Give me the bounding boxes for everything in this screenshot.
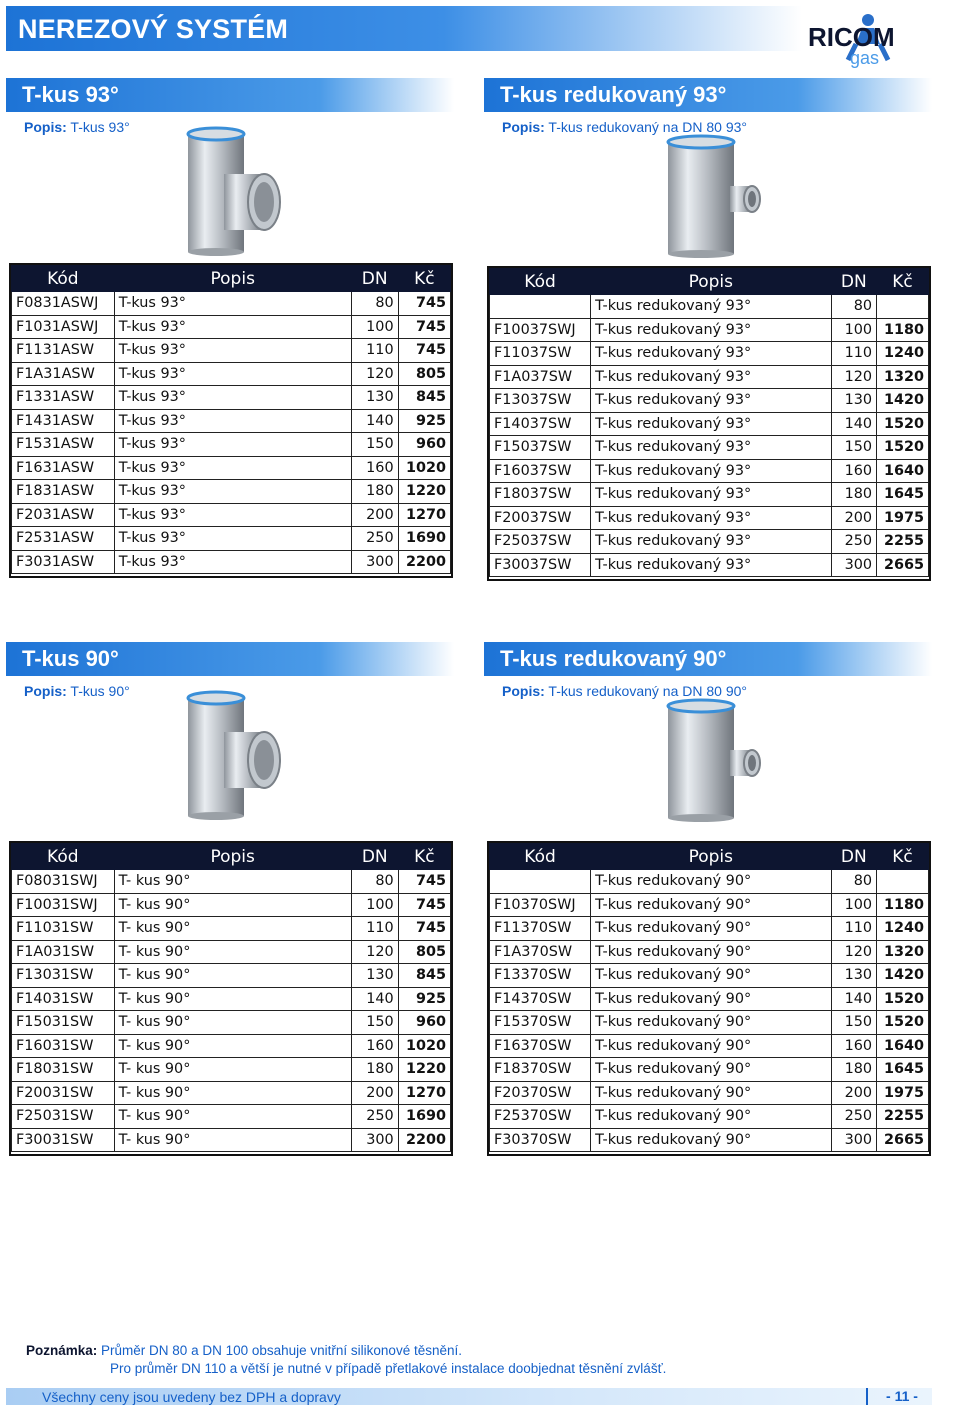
table-row bbox=[12, 292, 451, 316]
code-cell: F11037SW bbox=[490, 342, 591, 366]
table-row bbox=[12, 870, 451, 894]
description-cell: T-kus redukovaný 90° bbox=[591, 940, 831, 964]
price-cell bbox=[877, 870, 929, 894]
table-row bbox=[12, 409, 451, 433]
table-row bbox=[490, 1011, 929, 1035]
footer-text: Všechny ceny jsou uvedeny bez DPH a dopravy bbox=[42, 1389, 341, 1405]
table-row bbox=[12, 1081, 451, 1105]
description-cell: T-kus 93° bbox=[114, 339, 351, 363]
dn-cell: 150 bbox=[831, 1011, 877, 1035]
dn-cell: 300 bbox=[351, 550, 398, 574]
dn-cell: 80 bbox=[351, 870, 398, 894]
code-cell: F10037SWJ bbox=[490, 318, 591, 342]
code-cell: F13370SW bbox=[490, 964, 591, 988]
price-cell: 2255 bbox=[877, 1105, 929, 1129]
table-row bbox=[490, 893, 929, 917]
column-header: Kód bbox=[12, 844, 115, 870]
price-cell: 1020 bbox=[398, 1034, 450, 1058]
note-line1: Průměr DN 80 a DN 100 obsahuje vnitřní silikonové těsnění. bbox=[101, 1343, 462, 1358]
table-row bbox=[490, 940, 929, 964]
description-cell: T-kus redukovaný 93° bbox=[591, 530, 831, 554]
table-row bbox=[12, 527, 451, 551]
dn-cell: 180 bbox=[831, 483, 877, 507]
dn-cell: 120 bbox=[351, 940, 398, 964]
column-header: Kč bbox=[877, 269, 929, 295]
dn-cell: 180 bbox=[351, 480, 398, 504]
dn-cell: 200 bbox=[351, 1081, 398, 1105]
price-cell: 1520 bbox=[877, 436, 929, 460]
price-cell: 1180 bbox=[877, 893, 929, 917]
logo-text-bottom: gas bbox=[850, 48, 880, 68]
table-row bbox=[490, 459, 929, 483]
price-cell: 1690 bbox=[398, 1105, 450, 1129]
popis-tkus90: Popis: T-kus 90° bbox=[24, 683, 130, 699]
code-cell: F20370SW bbox=[490, 1081, 591, 1105]
description-cell: T-kus redukovaný 90° bbox=[591, 870, 831, 894]
description-cell: T-kus redukovaný 90° bbox=[591, 1105, 831, 1129]
table-row bbox=[490, 342, 929, 366]
code-cell: F11370SW bbox=[490, 917, 591, 941]
price-cell: 1240 bbox=[877, 342, 929, 366]
dn-cell: 180 bbox=[831, 1058, 877, 1082]
code-cell: F11031SW bbox=[12, 917, 115, 941]
column-header: DN bbox=[351, 844, 398, 870]
code-cell: F15370SW bbox=[490, 1011, 591, 1035]
price-cell: 1270 bbox=[398, 503, 450, 527]
code-cell: F20031SW bbox=[12, 1081, 115, 1105]
dn-cell: 100 bbox=[351, 893, 398, 917]
price-cell: 1420 bbox=[877, 964, 929, 988]
code-cell: F08031SWJ bbox=[12, 870, 115, 894]
table-row bbox=[490, 964, 929, 988]
column-header: DN bbox=[351, 266, 398, 292]
description-cell: T-kus redukovaný 90° bbox=[591, 917, 831, 941]
code-cell: F16370SW bbox=[490, 1034, 591, 1058]
code-cell: F10031SWJ bbox=[12, 893, 115, 917]
price-cell: 845 bbox=[398, 964, 450, 988]
description-cell: T-kus redukovaný 93° bbox=[591, 342, 831, 366]
price-cell: 745 bbox=[398, 315, 450, 339]
price-cell: 1975 bbox=[877, 506, 929, 530]
column-header: Kód bbox=[490, 269, 591, 295]
price-cell: 805 bbox=[398, 940, 450, 964]
popis-tkus93: Popis: T-kus 93° bbox=[24, 119, 130, 135]
description-cell: T- kus 90° bbox=[114, 1034, 351, 1058]
dn-cell: 80 bbox=[831, 295, 877, 319]
column-header: DN bbox=[831, 269, 877, 295]
dn-cell: 250 bbox=[351, 527, 398, 551]
code-cell: F18370SW bbox=[490, 1058, 591, 1082]
description-cell: T-kus redukovaný 93° bbox=[591, 412, 831, 436]
ricom-gas-logo bbox=[806, 10, 938, 68]
code-cell: F30037SW bbox=[490, 553, 591, 577]
description-cell: T-kus redukovaný 90° bbox=[591, 1034, 831, 1058]
column-header: Kód bbox=[490, 844, 591, 870]
description-cell: T-kus 93° bbox=[114, 292, 351, 316]
code-cell bbox=[490, 295, 591, 319]
dn-cell: 110 bbox=[351, 339, 398, 363]
description-cell: T-kus redukovaný 93° bbox=[591, 553, 831, 577]
table-row bbox=[12, 940, 451, 964]
section-title-tkus90: T-kus 90° bbox=[22, 646, 119, 671]
description-cell: T-kus redukovaný 90° bbox=[591, 1081, 831, 1105]
table-row bbox=[12, 433, 451, 457]
table-row bbox=[12, 1128, 451, 1152]
price-cell: 1975 bbox=[877, 1081, 929, 1105]
code-cell: F25031SW bbox=[12, 1105, 115, 1129]
description-cell: T- kus 90° bbox=[114, 964, 351, 988]
table-row bbox=[12, 964, 451, 988]
dn-cell: 200 bbox=[831, 1081, 877, 1105]
table-row bbox=[490, 365, 929, 389]
table-row bbox=[490, 1034, 929, 1058]
tkusred93-image bbox=[660, 134, 765, 260]
dn-cell: 100 bbox=[831, 318, 877, 342]
dn-cell: 300 bbox=[831, 553, 877, 577]
dn-cell: 160 bbox=[351, 456, 398, 480]
description-cell: T-kus 93° bbox=[114, 386, 351, 410]
table-header-row bbox=[12, 844, 451, 870]
code-cell: F10370SWJ bbox=[490, 893, 591, 917]
table-row bbox=[490, 389, 929, 413]
description-cell: T-kus redukovaný 90° bbox=[591, 1011, 831, 1035]
column-header: Kód bbox=[12, 266, 115, 292]
description-cell: T- kus 90° bbox=[114, 1081, 351, 1105]
dn-cell: 180 bbox=[351, 1058, 398, 1082]
section-title-tkus93: T-kus 93° bbox=[22, 82, 119, 107]
code-cell: F13037SW bbox=[490, 389, 591, 413]
description-cell: T-kus redukovaný 93° bbox=[591, 483, 831, 507]
dn-cell: 120 bbox=[831, 365, 877, 389]
table-row bbox=[12, 315, 451, 339]
column-header: Popis bbox=[114, 844, 351, 870]
price-cell: 1320 bbox=[877, 365, 929, 389]
description-cell: T-kus redukovaný 93° bbox=[591, 389, 831, 413]
description-cell: T-kus redukovaný 93° bbox=[591, 459, 831, 483]
price-cell: 1220 bbox=[398, 1058, 450, 1082]
description-cell: T- kus 90° bbox=[114, 870, 351, 894]
description-cell: T-kus 93° bbox=[114, 433, 351, 457]
description-cell: T- kus 90° bbox=[114, 893, 351, 917]
price-cell: 960 bbox=[398, 1011, 450, 1035]
table-row bbox=[12, 339, 451, 363]
table-row bbox=[12, 1034, 451, 1058]
description-cell: T-kus redukovaný 93° bbox=[591, 365, 831, 389]
dn-cell: 140 bbox=[831, 987, 877, 1011]
table-row bbox=[12, 550, 451, 574]
code-cell: F1431ASW bbox=[12, 409, 115, 433]
table-row bbox=[490, 1128, 929, 1152]
tkus93-image bbox=[180, 126, 285, 256]
description-cell: T-kus redukovaný 90° bbox=[591, 964, 831, 988]
code-cell: F14031SW bbox=[12, 987, 115, 1011]
description-cell: T- kus 90° bbox=[114, 1105, 351, 1129]
description-cell: T- kus 90° bbox=[114, 1011, 351, 1035]
price-table-tkus90 bbox=[11, 843, 451, 1152]
code-cell: F0831ASWJ bbox=[12, 292, 115, 316]
logo-text-top: RICOM bbox=[808, 22, 895, 52]
column-header: Kč bbox=[877, 844, 929, 870]
code-cell: F30031SW bbox=[12, 1128, 115, 1152]
price-cell: 1020 bbox=[398, 456, 450, 480]
dn-cell: 120 bbox=[831, 940, 877, 964]
code-cell bbox=[490, 870, 591, 894]
price-cell: 745 bbox=[398, 292, 450, 316]
price-cell: 2255 bbox=[877, 530, 929, 554]
column-header: Kč bbox=[398, 266, 450, 292]
code-cell: F1A31ASW bbox=[12, 362, 115, 386]
price-cell: 2665 bbox=[877, 553, 929, 577]
table-row bbox=[490, 1058, 929, 1082]
dn-cell: 300 bbox=[351, 1128, 398, 1152]
table-row bbox=[12, 386, 451, 410]
code-cell: F14370SW bbox=[490, 987, 591, 1011]
table-row bbox=[490, 436, 929, 460]
dn-cell: 110 bbox=[351, 917, 398, 941]
dn-cell: 250 bbox=[831, 530, 877, 554]
price-cell: 745 bbox=[398, 893, 450, 917]
price-cell: 845 bbox=[398, 386, 450, 410]
description-cell: T- kus 90° bbox=[114, 917, 351, 941]
description-cell: T-kus redukovaný 90° bbox=[591, 987, 831, 1011]
column-header: Popis bbox=[591, 844, 831, 870]
description-cell: T-kus 93° bbox=[114, 480, 351, 504]
price-cell: 1520 bbox=[877, 1011, 929, 1035]
code-cell: F25037SW bbox=[490, 530, 591, 554]
code-cell: F25370SW bbox=[490, 1105, 591, 1129]
description-cell: T-kus 93° bbox=[114, 527, 351, 551]
table-row bbox=[490, 987, 929, 1011]
table-row bbox=[12, 1011, 451, 1035]
code-cell: F13031SW bbox=[12, 964, 115, 988]
code-cell: F16031SW bbox=[12, 1034, 115, 1058]
code-cell: F2031ASW bbox=[12, 503, 115, 527]
popis-tkusred93: Popis: T-kus redukovaný na DN 80 93° bbox=[502, 119, 748, 135]
tkusred90-image bbox=[660, 698, 765, 824]
dn-cell: 160 bbox=[831, 459, 877, 483]
price-table-tkus93 bbox=[11, 265, 451, 574]
dn-cell: 140 bbox=[351, 409, 398, 433]
description-cell: T-kus 93° bbox=[114, 409, 351, 433]
table-row bbox=[12, 893, 451, 917]
price-cell: 745 bbox=[398, 917, 450, 941]
tkus90-image bbox=[180, 690, 285, 820]
code-cell: F15037SW bbox=[490, 436, 591, 460]
dn-cell: 120 bbox=[351, 362, 398, 386]
price-cell bbox=[877, 295, 929, 319]
column-header: DN bbox=[831, 844, 877, 870]
code-cell: F1A031SW bbox=[12, 940, 115, 964]
code-cell: F1031ASWJ bbox=[12, 315, 115, 339]
page-number: - 11 - bbox=[866, 1388, 936, 1405]
table-row bbox=[490, 530, 929, 554]
description-cell: T-kus redukovaný 90° bbox=[591, 1058, 831, 1082]
price-cell: 1520 bbox=[877, 412, 929, 436]
code-cell: F18037SW bbox=[490, 483, 591, 507]
price-cell: 1320 bbox=[877, 940, 929, 964]
dn-cell: 250 bbox=[351, 1105, 398, 1129]
dn-cell: 250 bbox=[831, 1105, 877, 1129]
price-cell: 1270 bbox=[398, 1081, 450, 1105]
code-cell: F3031ASW bbox=[12, 550, 115, 574]
price-cell: 2200 bbox=[398, 550, 450, 574]
price-cell: 745 bbox=[398, 339, 450, 363]
price-cell: 805 bbox=[398, 362, 450, 386]
table-row bbox=[12, 480, 451, 504]
price-cell: 2665 bbox=[877, 1128, 929, 1152]
code-cell: F14037SW bbox=[490, 412, 591, 436]
description-cell: T-kus 93° bbox=[114, 315, 351, 339]
table-row bbox=[490, 318, 929, 342]
code-cell: F1131ASW bbox=[12, 339, 115, 363]
dn-cell: 110 bbox=[831, 917, 877, 941]
table-row bbox=[490, 506, 929, 530]
table-row bbox=[12, 987, 451, 1011]
description-cell: T-kus 93° bbox=[114, 503, 351, 527]
description-cell: T-kus redukovaný 90° bbox=[591, 1128, 831, 1152]
price-cell: 1690 bbox=[398, 527, 450, 551]
price-cell: 925 bbox=[398, 409, 450, 433]
table-row bbox=[490, 1105, 929, 1129]
description-cell: T-kus 93° bbox=[114, 456, 351, 480]
dn-cell: 140 bbox=[351, 987, 398, 1011]
dn-cell: 160 bbox=[831, 1034, 877, 1058]
table-row bbox=[12, 503, 451, 527]
code-cell: F1A037SW bbox=[490, 365, 591, 389]
code-cell: F1531ASW bbox=[12, 433, 115, 457]
table-row bbox=[490, 553, 929, 577]
description-cell: T- kus 90° bbox=[114, 1128, 351, 1152]
table-row bbox=[490, 412, 929, 436]
note bbox=[26, 1342, 666, 1378]
section-title-tkusred93: T-kus redukovaný 93° bbox=[500, 82, 727, 107]
description-cell: T-kus redukovaný 93° bbox=[591, 318, 831, 342]
page-title: NEREZOVÝ SYSTÉM bbox=[18, 14, 289, 44]
description-cell: T- kus 90° bbox=[114, 940, 351, 964]
table-row bbox=[490, 483, 929, 507]
code-cell: F18031SW bbox=[12, 1058, 115, 1082]
description-cell: T- kus 90° bbox=[114, 1058, 351, 1082]
table-row bbox=[12, 456, 451, 480]
price-cell: 1180 bbox=[877, 318, 929, 342]
price-cell: 1520 bbox=[877, 987, 929, 1011]
note-line2: Pro průměr DN 110 a větší je nutné v případě přetlakové instalace doobjednat těsnění zvlášť. bbox=[110, 1361, 667, 1376]
table-row bbox=[490, 917, 929, 941]
table-row bbox=[490, 1081, 929, 1105]
dn-cell: 130 bbox=[831, 389, 877, 413]
price-cell: 1240 bbox=[877, 917, 929, 941]
popis-tkusred90: Popis: T-kus redukovaný na DN 80 90° bbox=[502, 683, 748, 699]
code-cell: F30370SW bbox=[490, 1128, 591, 1152]
price-cell: 745 bbox=[398, 870, 450, 894]
dn-cell: 140 bbox=[831, 412, 877, 436]
table-row bbox=[12, 1105, 451, 1129]
description-cell: T-kus redukovaný 93° bbox=[591, 506, 831, 530]
dn-cell: 150 bbox=[831, 436, 877, 460]
dn-cell: 100 bbox=[831, 893, 877, 917]
code-cell: F1331ASW bbox=[12, 386, 115, 410]
code-cell: F16037SW bbox=[490, 459, 591, 483]
dn-cell: 150 bbox=[351, 433, 398, 457]
price-table-tkusred90 bbox=[489, 843, 929, 1152]
column-header: Popis bbox=[114, 266, 351, 292]
price-cell: 1640 bbox=[877, 459, 929, 483]
price-cell: 1640 bbox=[877, 1034, 929, 1058]
note-label: Poznámka: bbox=[26, 1343, 98, 1358]
description-cell: T- kus 90° bbox=[114, 987, 351, 1011]
table-row bbox=[12, 362, 451, 386]
price-table-tkusred93 bbox=[489, 268, 929, 577]
code-cell: F1631ASW bbox=[12, 456, 115, 480]
description-cell: T-kus redukovaný 93° bbox=[591, 295, 831, 319]
table-header-row bbox=[490, 844, 929, 870]
dn-cell: 130 bbox=[831, 964, 877, 988]
code-cell: F2531ASW bbox=[12, 527, 115, 551]
dn-cell: 110 bbox=[831, 342, 877, 366]
description-cell: T-kus redukovaný 93° bbox=[591, 436, 831, 460]
code-cell: F15031SW bbox=[12, 1011, 115, 1035]
column-header: Kč bbox=[398, 844, 450, 870]
dn-cell: 200 bbox=[831, 506, 877, 530]
price-cell: 960 bbox=[398, 433, 450, 457]
dn-cell: 200 bbox=[351, 503, 398, 527]
table-header-row bbox=[12, 266, 451, 292]
price-cell: 1420 bbox=[877, 389, 929, 413]
table-header-row bbox=[490, 269, 929, 295]
dn-cell: 300 bbox=[831, 1128, 877, 1152]
code-cell: F20037SW bbox=[490, 506, 591, 530]
dn-cell: 130 bbox=[351, 386, 398, 410]
price-cell: 1220 bbox=[398, 480, 450, 504]
dn-cell: 80 bbox=[831, 870, 877, 894]
dn-cell: 150 bbox=[351, 1011, 398, 1035]
table-row bbox=[490, 870, 929, 894]
price-cell: 1645 bbox=[877, 1058, 929, 1082]
price-cell: 2200 bbox=[398, 1128, 450, 1152]
price-cell: 925 bbox=[398, 987, 450, 1011]
description-cell: T-kus redukovaný 90° bbox=[591, 893, 831, 917]
section-title-tkusred90: T-kus redukovaný 90° bbox=[500, 646, 727, 671]
table-row bbox=[490, 295, 929, 319]
table-row bbox=[12, 1058, 451, 1082]
table-row bbox=[12, 917, 451, 941]
price-cell: 1645 bbox=[877, 483, 929, 507]
description-cell: T-kus 93° bbox=[114, 362, 351, 386]
code-cell: F1831ASW bbox=[12, 480, 115, 504]
dn-cell: 130 bbox=[351, 964, 398, 988]
dn-cell: 100 bbox=[351, 315, 398, 339]
description-cell: T-kus 93° bbox=[114, 550, 351, 574]
column-header: Popis bbox=[591, 269, 831, 295]
dn-cell: 160 bbox=[351, 1034, 398, 1058]
code-cell: F1A370SW bbox=[490, 940, 591, 964]
dn-cell: 80 bbox=[351, 292, 398, 316]
